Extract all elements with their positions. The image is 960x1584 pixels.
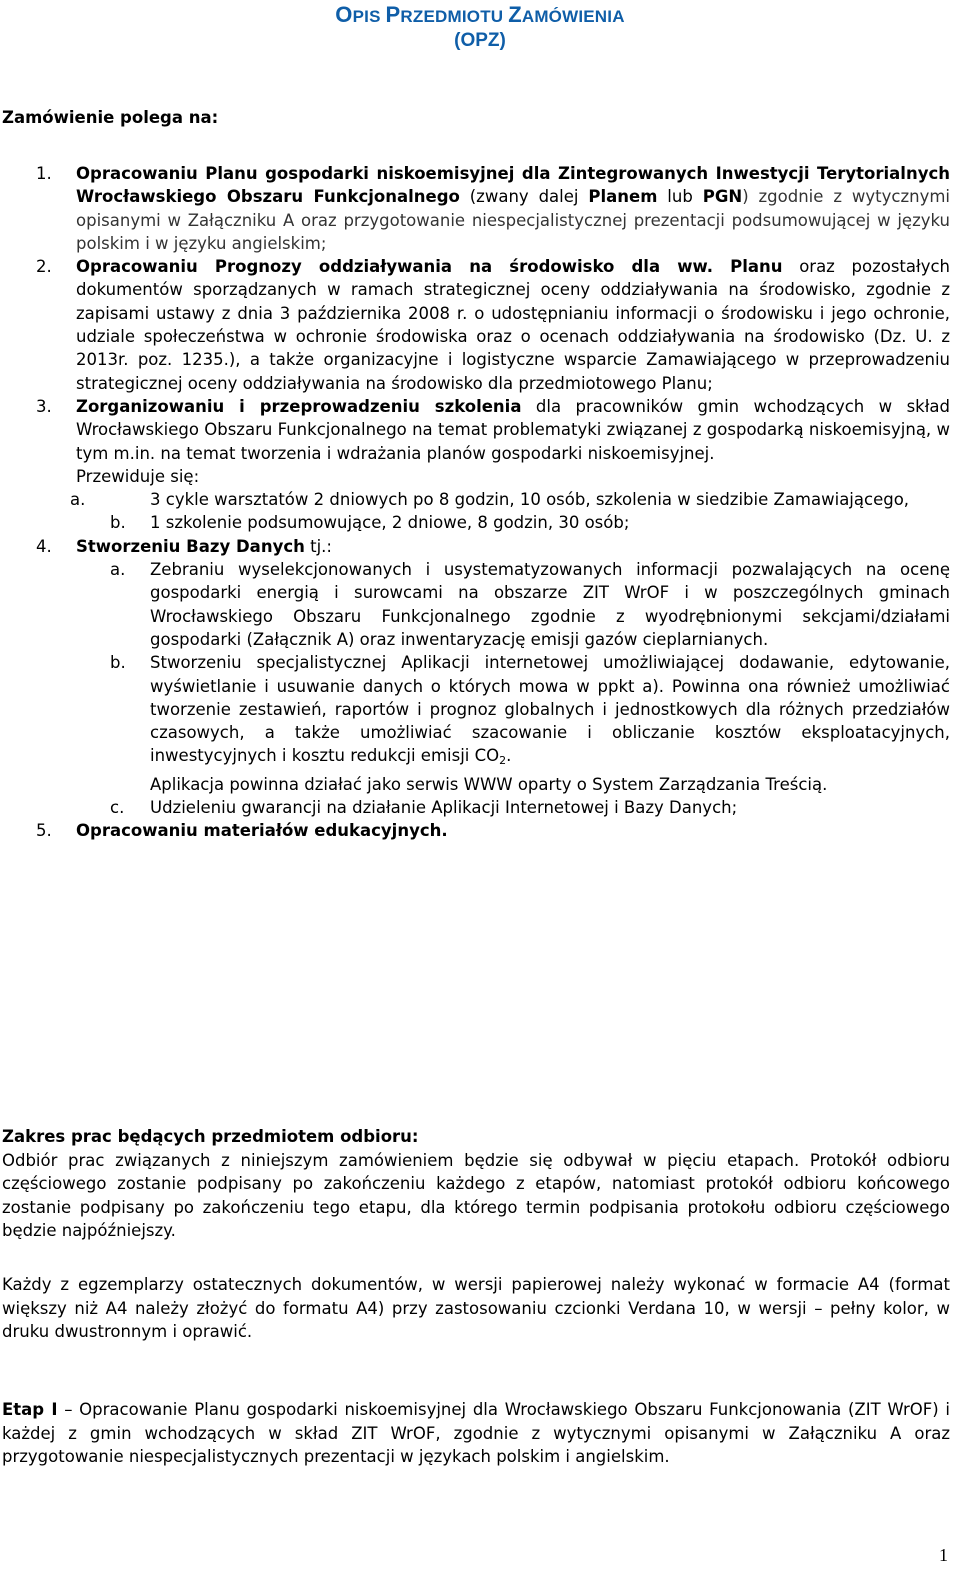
document-subtitle: (OPZ) xyxy=(454,30,506,51)
sub-item-4b xyxy=(2,651,950,796)
list-item-text: Przewiduje się: xyxy=(76,466,200,486)
list-item-text: Zebraniu wyselekcjonowanych i usystematyzowanych informacji pozwalających na ocenę gospodarki energią i surowcami na obszarze ZIT WrOF i w poszczególnych gminach Wrocławskiego Obszaru Funkcjonalnego zgodnie z wyodrębnionymi sekcjami/działami gospodarki (Załącznik A) oraz inwentaryzację emisji gazów cieplarnianych. xyxy=(150,560,950,649)
zakres-section xyxy=(2,1125,950,1243)
sub-label: c. xyxy=(110,798,125,818)
paragraph: Odbiór prac związanych z niniejszym zamówieniem będzie się odbywał w pięciu etapach. Protokół odbioru częściowego zostanie podpisany po zakończeniu każdego z etapów, natomiast protokół odbioru końcowego zostanie podpisany po zakończeniu tego etapu, dla którego termin podpisania protokołu odbioru częściowego będzie najpóźniejszy. xyxy=(2,1150,950,1240)
section-heading: Zakres prac będących przedmiotem odbioru: xyxy=(2,1127,419,1146)
intro-heading: Zamówienie polega na: xyxy=(2,108,219,127)
list-number: 1. xyxy=(36,164,52,183)
sub-label: b. xyxy=(110,653,126,673)
title-text: P xyxy=(385,2,401,27)
list-item-text: Stworzeniu Bazy Danych tj.: xyxy=(76,536,332,556)
list-item-2 xyxy=(2,255,950,395)
list-number: 3. xyxy=(36,396,52,416)
paragraph-etap: Etap I – Opracowanie Planu gospodarki niskoemisyjnej dla Wrocławskiego Obszaru Funkcjonowania (ZIT WrOF) i każdej z gmin wchodzących w skład ZIT WrOF, zgodnie z wytycznymi opisanymi w Załączniku A oraz przygotowanie niespecjalistycznych prezentacji w językach polskim i angielskim. xyxy=(2,1400,950,1466)
document-title xyxy=(0,2,960,28)
list-item-5 xyxy=(2,819,950,842)
title-text: O xyxy=(335,2,353,27)
list-number: 5. xyxy=(36,821,52,841)
paragraph-copies: Każdy z egzemplarzy ostatecznych dokumentów, w wersji papierowej należy wykonać w formacie A4 (format większy niż A4 należy złożyć do formatu A4) przy zastosowaniu czcionki Verdana 10, w wersji – pełny kolor, w druku dwustronnym i oprawić. xyxy=(2,1275,950,1341)
list-item-text: Opracowaniu Prognozy oddziaływania na środowisko dla ww. Planu oraz pozostałych dokumentów sporządzanych w ramach strategicznej oceny oddziaływania na środowisko, zgodnie z zapisami ustawy z dnia 3 października 2008 r. o udostępnianiu informacji o środowisku i jego ochronie, udziale społeczeństwa w ochronie środowiska oraz o ocenach oddziaływania na środowisko (Dz. U. z 2013r. poz. 1235.), a także organizacyjne i logistyczne wsparcie Zamawiającego w przeprowadzeniu strategicznej oceny oddziaływania na środowisko dla przedmiotowego Planu; xyxy=(76,257,950,393)
sub-item-3a xyxy=(2,488,950,511)
sub-label: b. xyxy=(110,513,126,533)
title-text: PIS xyxy=(352,7,386,26)
sub-item-4a xyxy=(2,558,950,651)
order-items-list xyxy=(2,162,950,843)
list-number: 4. xyxy=(36,536,52,556)
list-item-1 xyxy=(2,162,950,255)
title-text: RZEDMIOTU xyxy=(400,7,509,26)
list-item-text: Stworzeniu specjalistycznej Aplikacji internetowej umożliwiającej dodawanie, edytowanie, wyświetlanie i usuwanie danych o których mowa w ppkt a). Powinna ona również umożliwiać tworzenie zestawień, raportów i prognoz globalnych i jednostkowych dla różnych przedziałów czasowych, a także umożliwiać szacowanie i obliczanie kosztów eksploatacyjnych, inwestycyjnych i kosztu redukcji emisji $CO_2$. Aplikacja powinna działać jako serwis WWW oparty o System Zarządzania Treścią. xyxy=(150,653,950,794)
list-item-text: 1 szkolenie podsumowujące, 2 dniowe, 8 godzin, 30 osób; xyxy=(150,513,630,533)
sub-item-4c xyxy=(2,796,950,819)
list-item-3 xyxy=(2,395,950,465)
list-number: 2. xyxy=(36,257,52,277)
list-item-text: Zorganizowaniu i przeprowadzeniu szkolenia dla pracowników gmin wchodzących w skład Wrocławskiego Obszaru Funkcjonalnego na temat problematyki związanej z gospodarką niskoemisyjną, w tym m.in. na temat tworzenia i wdrażania planów gospodarki niskoemisyjnej. xyxy=(76,396,950,463)
list-item-text: Udzieleniu gwarancji na działanie Aplikacji Internetowej i Bazy Danych; xyxy=(150,798,738,818)
list-item-4 xyxy=(2,535,950,558)
title-text: Z xyxy=(508,2,522,27)
sub-label: a. xyxy=(110,560,126,580)
list-item-text: Opracowaniu materiałów edukacyjnych. xyxy=(76,821,448,841)
sub-label: a. xyxy=(70,490,86,510)
page-number: 1 xyxy=(939,1545,948,1565)
sub-item-3b xyxy=(2,511,950,534)
sub-item-przewiduje xyxy=(2,465,950,488)
list-item-text: 3 cykle warsztatów 2 dniowych po 8 godzin, 10 osób, szkolenia w siedzibie Zamawiającego, xyxy=(150,490,910,510)
title-text: AMÓWIENIA xyxy=(521,7,625,26)
list-item-text: Opracowaniu Planu gospodarki niskoemisyjnej dla Zintegrowanych Inwestycji Terytorialnych Wrocławskiego Obszaru Funkcjonalnego (zwany dalej Planem lub PGN) zgodnie z wytycznymi opisanymi w Załączniku A oraz przygotowanie niespecjalistycznej prezentacji podsumowującej w języku polskim i w języku angielskim; xyxy=(76,164,950,253)
